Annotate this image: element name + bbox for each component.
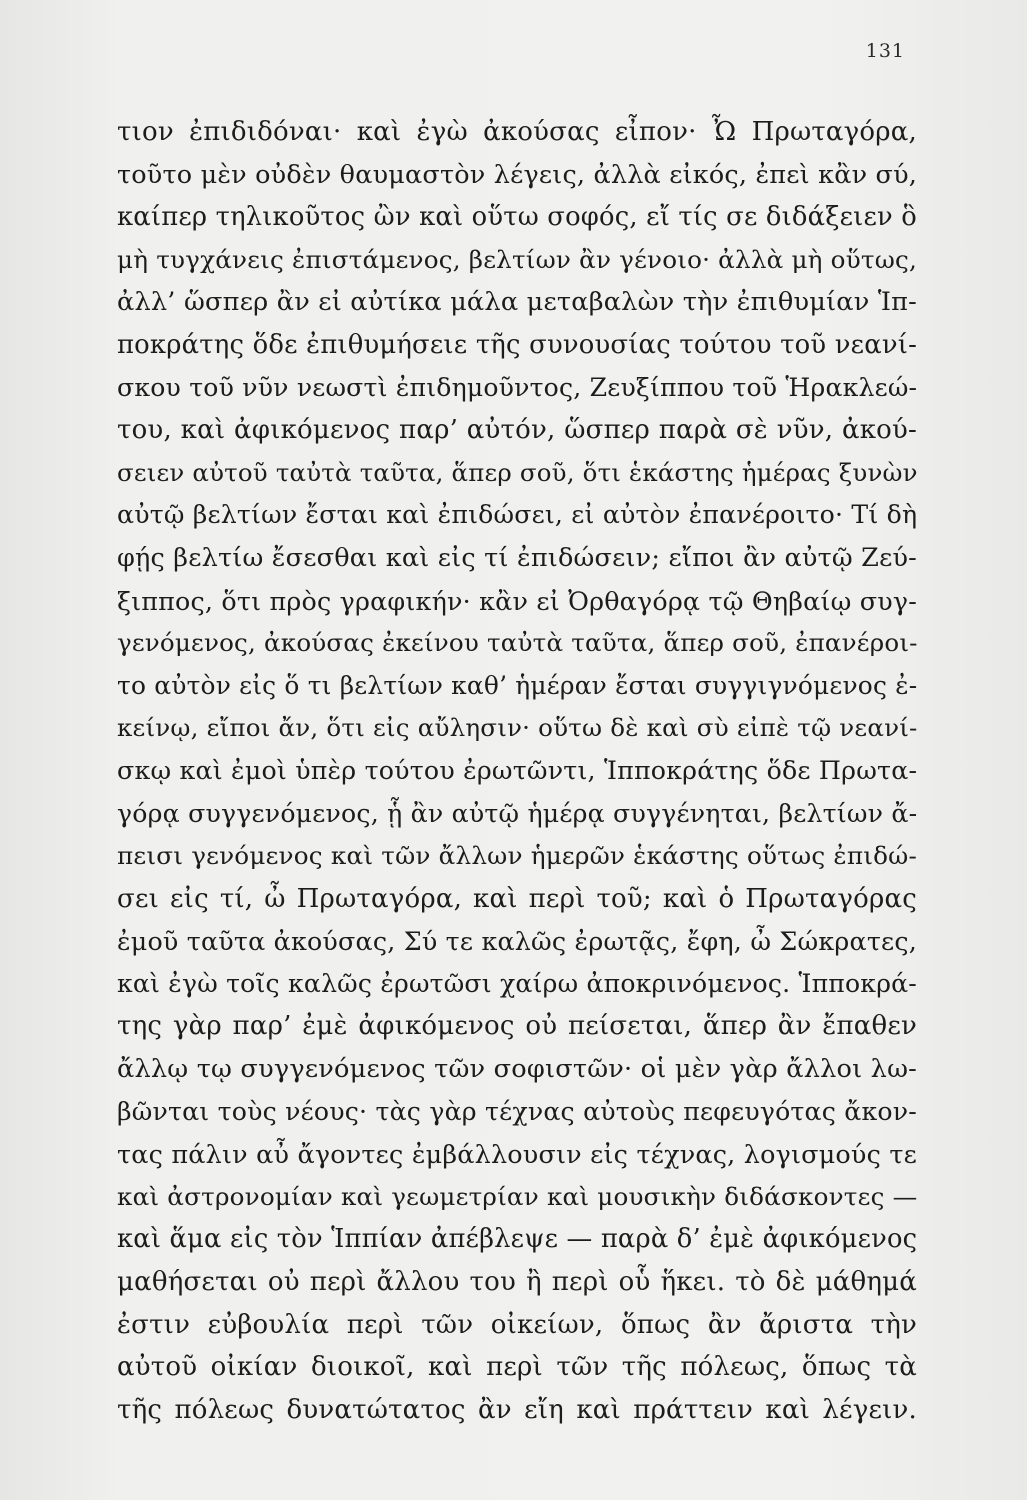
text-line: καὶ ἀστρονομίαν καὶ γεωμετρίαν καὶ μουσικὴν διδάσκοντες —	[117, 1181, 918, 1211]
text-line: φῄς βελτίω ἔσεσθαι καὶ εἰς τί ἐπιδώσειν; εἴποι ἂν αὐτῷ Ζεύ-	[117, 542, 917, 573]
body-text	[117, 111, 917, 1431]
text-line: μὴ τυγχάνεις ἐπιστάμενος, βελτίων ἂν γένοιο· ἀλλὰ μὴ οὕτως,	[117, 244, 917, 274]
text-line: γενόμενος, ἀκούσας ἐκείνου ταὐτὰ ταῦτα, ἅπερ σοῦ, ἐπανέροι-	[117, 628, 918, 658]
text-line: τῆς πόλεως δυνατώτατος ἂν εἴη καὶ πράττειν καὶ λέγειν.	[117, 1394, 917, 1425]
text-line: του, καὶ ἀφικόμενος παρ’ αὐτόν, ὥσπερ παρὰ σὲ νῦν, ἀκού-	[117, 415, 917, 446]
text-line: αὐτοῦ οἰκίαν διοικοῖ, καὶ περὶ τῶν τῆς πόλεως, ὅπως τὰ	[117, 1352, 917, 1383]
text-line: το αὐτὸν εἰς ὅ τι βελτίων καθ’ ἡμέραν ἔσται συγγιγνόμενος ἐ-	[117, 670, 918, 700]
text-line: καὶ ἐγὼ τοῖς καλῶς ἐρωτῶσι χαίρω ἀποκρινόμενος. Ἱπποκρά-	[117, 968, 917, 998]
text-line: καὶ ἅμα εἰς τὸν Ἱππίαν ἀπέβλεψε — παρὰ δ’ ἐμὲ ἀφικόμενος	[117, 1224, 918, 1255]
text-line: τιον ἐπιδιδόναι· καὶ ἐγὼ ἀκούσας εἶπον· Ὦ Πρωταγόρα,	[117, 117, 917, 147]
text-line: της γὰρ παρ’ ἐμὲ ἀφικόμενος οὐ πείσεται, ἅπερ ἂν ἔπαθεν	[117, 1011, 917, 1042]
text-line: καίπερ τηλικοῦτος ὢν καὶ οὕτω σοφός, εἴ τίς σε διδάξειεν ὃ	[117, 202, 917, 233]
text-line: κείνῳ, εἴποι ἄν, ὅτι εἰς αὔλησιν· οὕτω δὲ καὶ σὺ εἰπὲ τῷ νεανί-	[117, 713, 918, 743]
text-line: γόρᾳ συγγενόμενος, ᾗ ἂν αὐτῷ ἡμέρᾳ συγγένηται, βελτίων ἄ-	[117, 798, 918, 828]
text-line: ἄλλῳ τῳ συγγενόμενος τῶν σοφιστῶν· οἱ μὲν γὰρ ἄλλοι λω-	[117, 1054, 917, 1085]
text-line: βῶνται τοὺς νέους· τὰς γὰρ τέχνας αὐτοὺς πεφευγότας ἄκον-	[117, 1096, 917, 1126]
text-line: τας πάλιν αὖ ἄγοντες ἐμβάλλουσιν εἰς τέχνας, λογισμούς τε	[117, 1139, 917, 1170]
text-line: σει εἰς τί, ὦ Πρωταγόρα, καὶ περὶ τοῦ; καὶ ὁ Πρωταγόρας	[117, 883, 917, 914]
text-line: αὐτῷ βελτίων ἔσται καὶ ἐπιδώσει, εἰ αὐτὸν ἐπανέροιτο· Τί δὴ	[117, 500, 918, 530]
text-line: ξιππος, ὅτι πρὸς γραφικήν· κἂν εἰ Ὀρθαγόρᾳ τῷ Θηβαίῳ συγ-	[117, 585, 917, 616]
text-line: ἐστιν εὐβουλία περὶ τῶν οἰκείων, ὅπως ἂν ἄριστα τὴν	[117, 1309, 917, 1340]
text-line: ποκράτης ὅδε ἐπιθυμήσειε τῆς συνουσίας τούτου τοῦ νεανί-	[117, 329, 917, 360]
page-number: 131	[865, 40, 905, 62]
text-line: σειεν αὐτοῦ ταὐτὰ ταῦτα, ἅπερ σοῦ, ὅτι ἑκάστης ἡμέρας ξυνὼν	[117, 457, 918, 487]
text-line: ἐμοῦ ταῦτα ἀκούσας, Σύ τε καλῶς ἐρωτᾷς, ἔφη, ὦ Σώκρατες,	[117, 926, 917, 957]
text-line: μαθήσεται οὐ περὶ ἄλλου του ἢ περὶ οὗ ἥκει. τὸ δὲ μάθημά	[117, 1267, 917, 1298]
text-line: τοῦτο μὲν οὐδὲν θαυμαστὸν λέγεις, ἀλλὰ εἰκός, ἐπεὶ κἂν σύ,	[117, 159, 918, 190]
text-line: σκου τοῦ νῦν νεωστὶ ἐπιδημοῦντος, Ζευξίππου τοῦ Ἡρακλεώ-	[117, 372, 918, 402]
text-line: ἀλλ’ ὥσπερ ἂν εἰ αὐτίκα μάλα μεταβαλὼν τὴν ἐπιθυμίαν Ἱπ-	[117, 287, 917, 318]
text-line: πεισι γενόμενος καὶ τῶν ἄλλων ἡμερῶν ἑκάστης οὕτως ἐπιδώ-	[117, 841, 917, 871]
text-line: σκῳ καὶ ἐμοὶ ὑπὲρ τούτου ἐρωτῶντι, Ἱπποκράτης ὅδε Πρωτα-	[117, 755, 918, 785]
